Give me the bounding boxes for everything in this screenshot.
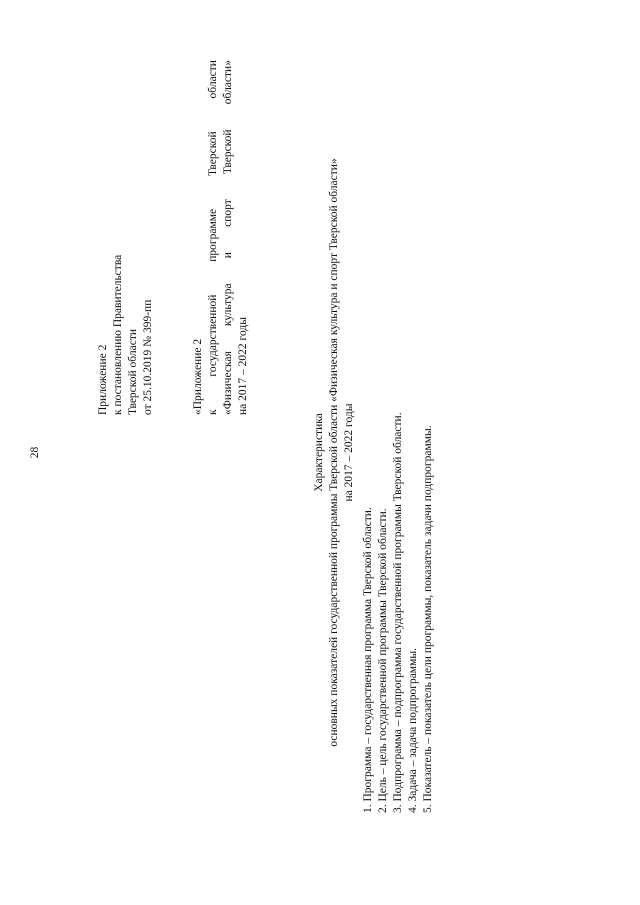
- program-appendix-period: на 2017 – 2022 годы: [237, 317, 249, 415]
- word: к: [207, 409, 219, 415]
- word: Тверской: [222, 129, 234, 175]
- appendix-approval-block: [96, 195, 156, 415]
- definition-item: 1. Программа – государственная программа Тверской области.: [362, 507, 374, 813]
- heading-subtitle: основных показателей государственной программы Тверской области «Физическая культура и спорт Тверской области»: [328, 158, 340, 747]
- page-number: 28: [29, 446, 41, 459]
- word: «Физическая: [222, 351, 234, 415]
- heading-period: на 2017 – 2022 годы: [343, 403, 355, 502]
- definition-item: 4. Задача – задача подпрограммы.: [407, 648, 419, 813]
- appendix-resolution-ref: к постановлению Правительства: [112, 254, 124, 415]
- document-heading: [312, 0, 357, 905]
- word: и: [222, 252, 234, 259]
- appendix-region: Тверской области: [127, 329, 139, 415]
- definition-item: 3. Подпрограмма – подпрограмма государственной программы Тверской области.: [392, 412, 404, 813]
- program-appendix-line-2: [206, 60, 221, 415]
- appendix-date-number: от 25.10.2019 № 399-пп: [142, 299, 154, 415]
- definition-item: 2. Цель – цель государственной программы Тверской области.: [377, 508, 389, 813]
- word: области»: [222, 60, 234, 105]
- program-appendix-title: «Приложение 2: [192, 338, 204, 415]
- program-appendix-line-3: [221, 60, 236, 415]
- word: культура: [222, 283, 234, 327]
- definitions-list: [361, 412, 436, 813]
- appendix-program-block: [191, 60, 251, 415]
- word: области: [207, 60, 219, 99]
- word: программе: [207, 208, 219, 262]
- word: спорт: [222, 199, 234, 227]
- heading-title: Характеристика: [313, 413, 325, 492]
- definition-item: 5. Показатель – показатель цели программы, показатель задачи подпрограммы.: [422, 425, 434, 813]
- word: государственной: [207, 294, 219, 377]
- appendix-title: Приложение 2: [97, 344, 109, 415]
- word: Тверской: [207, 131, 219, 177]
